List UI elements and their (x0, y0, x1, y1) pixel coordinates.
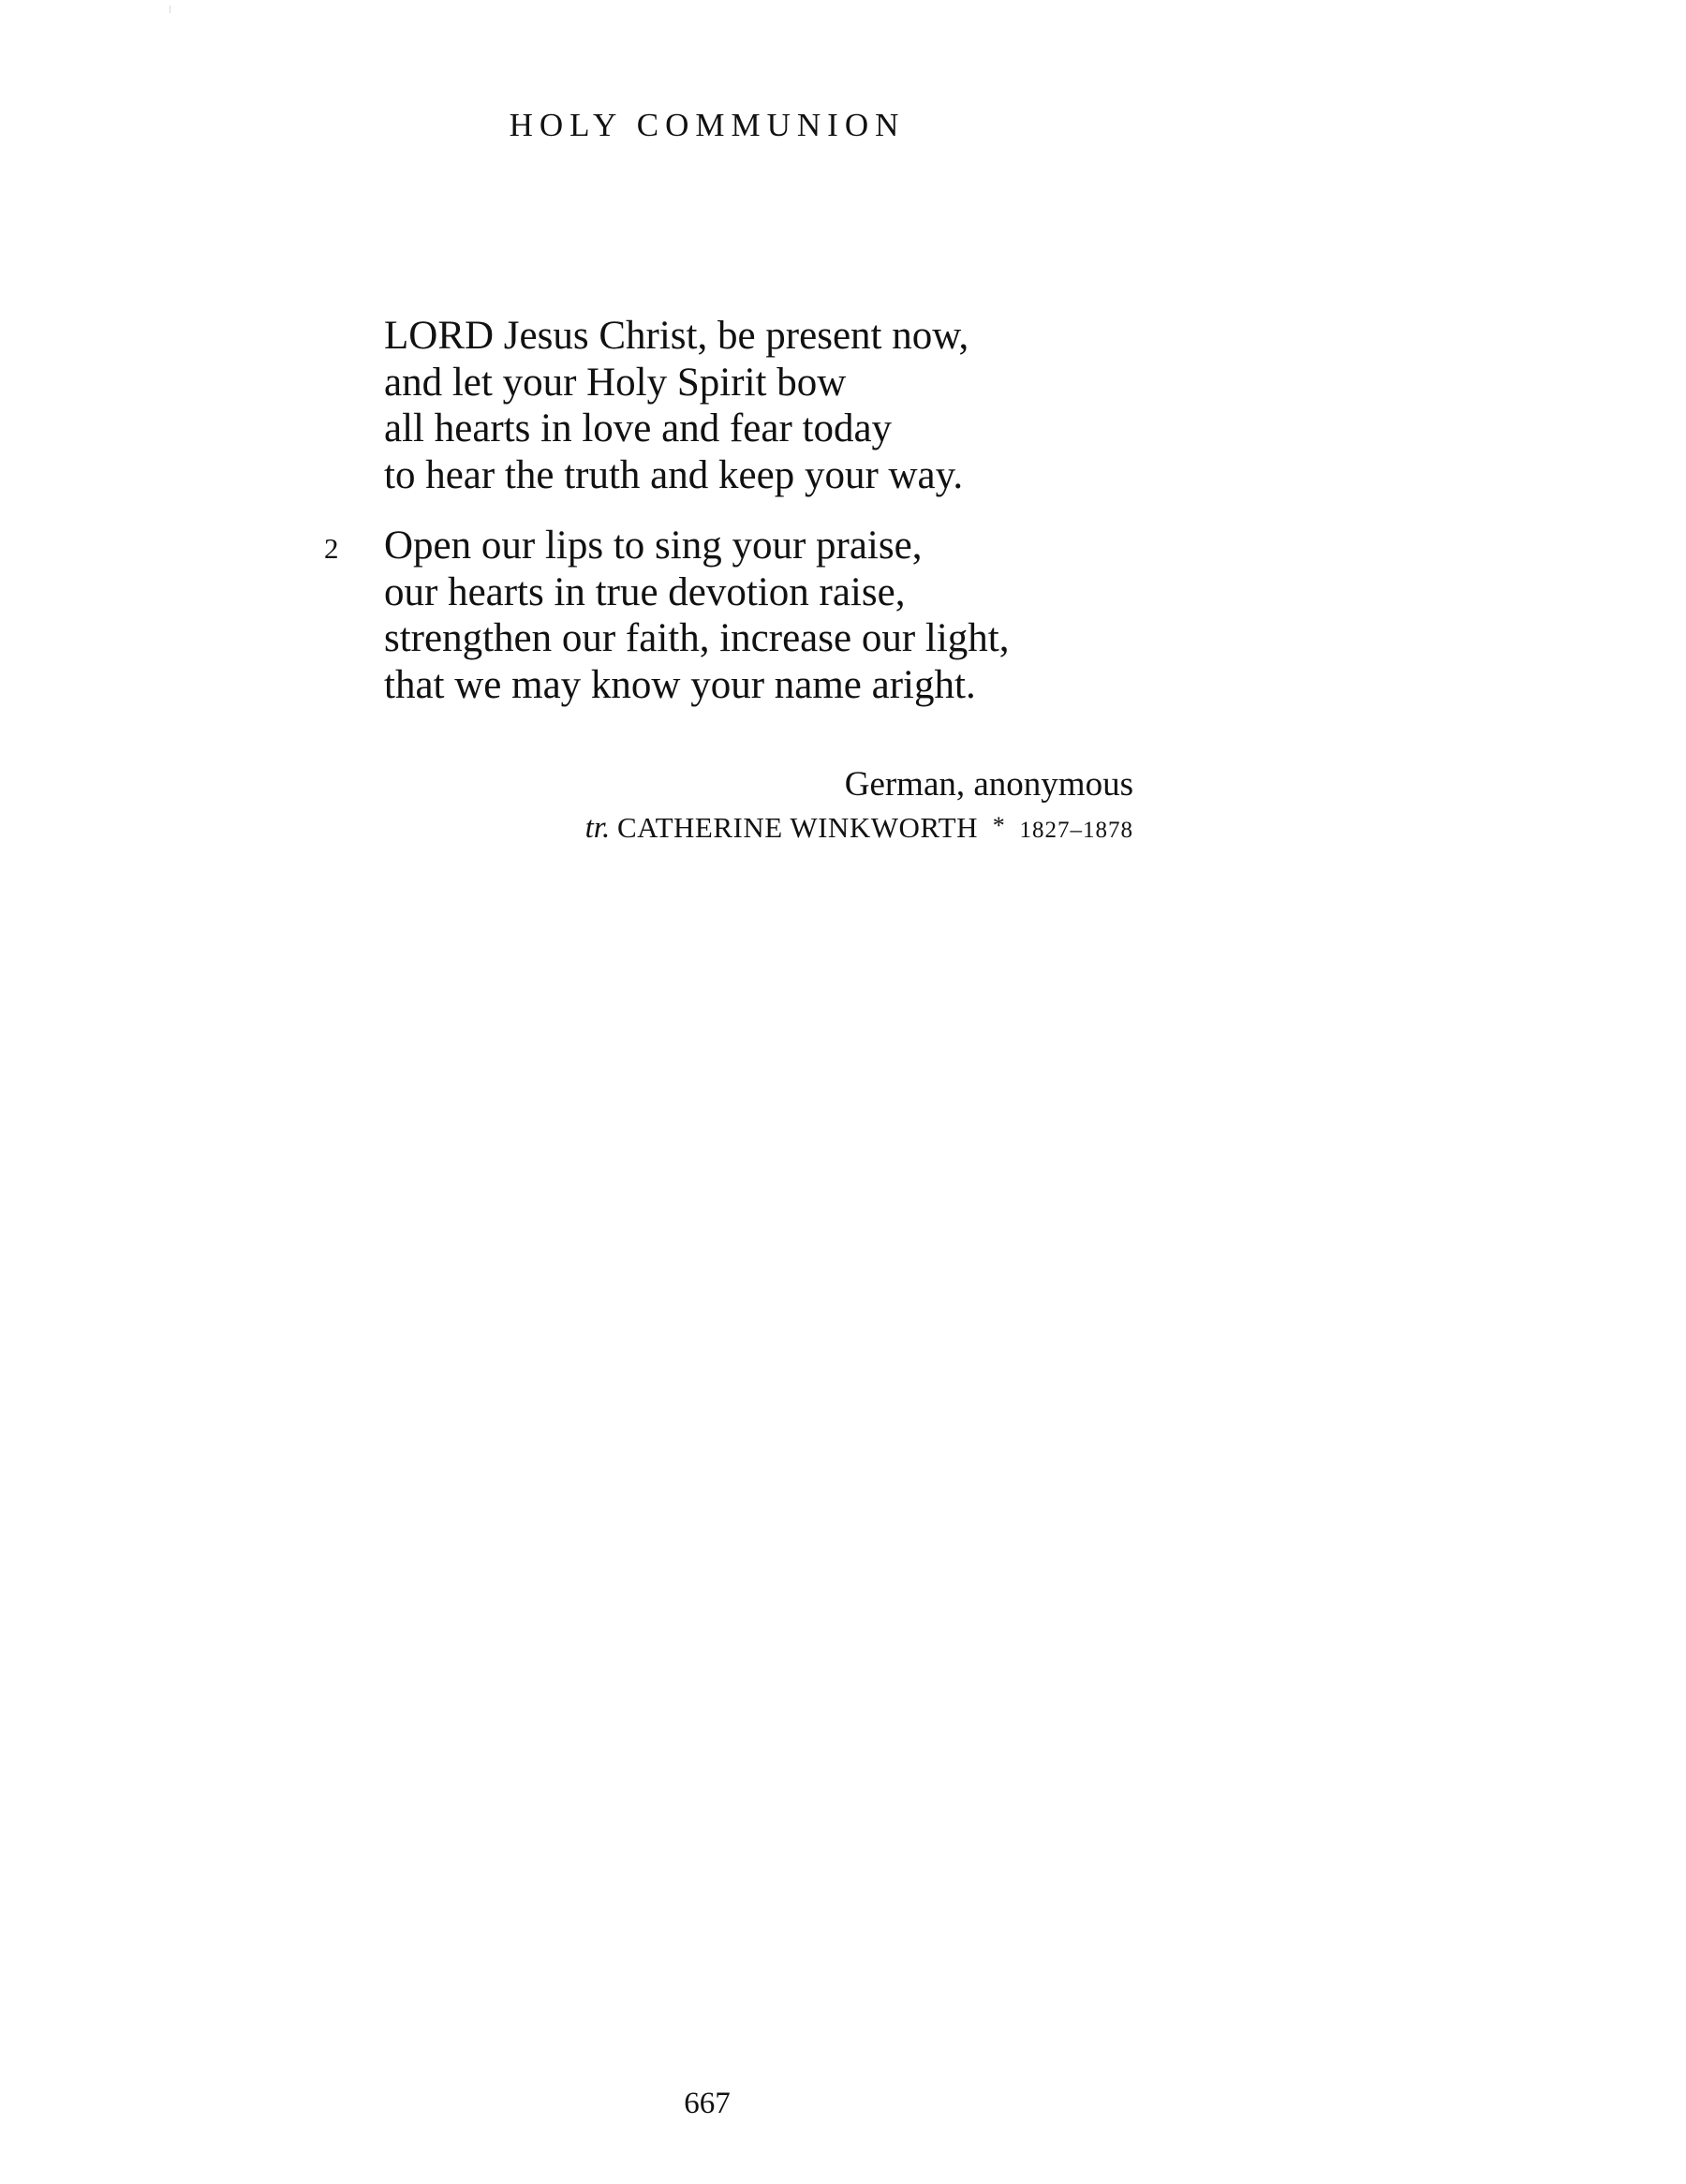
verse-line: that we may know your name aright. (384, 662, 976, 707)
translator-dates: 1827–1878 (1019, 818, 1133, 843)
translator-name: CATHERINE WINKWORTH (616, 811, 978, 844)
verse-line: LORD Jesus Christ, be present now, (384, 314, 969, 358)
verse-number: 2 (324, 532, 339, 565)
source-attribution: German, anonymous (844, 765, 1133, 804)
page-number: 667 (684, 2087, 731, 2120)
star-icon: * (992, 812, 1005, 839)
verse-line: our hearts in true devotion raise, (384, 569, 906, 614)
verse-line: all hearts in love and fear today (384, 406, 893, 450)
translator-attribution (585, 807, 1133, 849)
running-header: HOLY COMMUNION (509, 107, 906, 143)
verse-line: to hear the truth and keep your way. (384, 452, 964, 497)
translator-prefix: tr. (584, 811, 611, 845)
verse-2 (324, 523, 1227, 708)
verse-1 (384, 313, 1227, 498)
verse-line: strengthen our faith, increase our light, (384, 616, 1010, 660)
verse-line: and let your Holy Spirit bow (384, 360, 847, 405)
verse-line: Open our lips to sing your praise, (384, 524, 923, 568)
